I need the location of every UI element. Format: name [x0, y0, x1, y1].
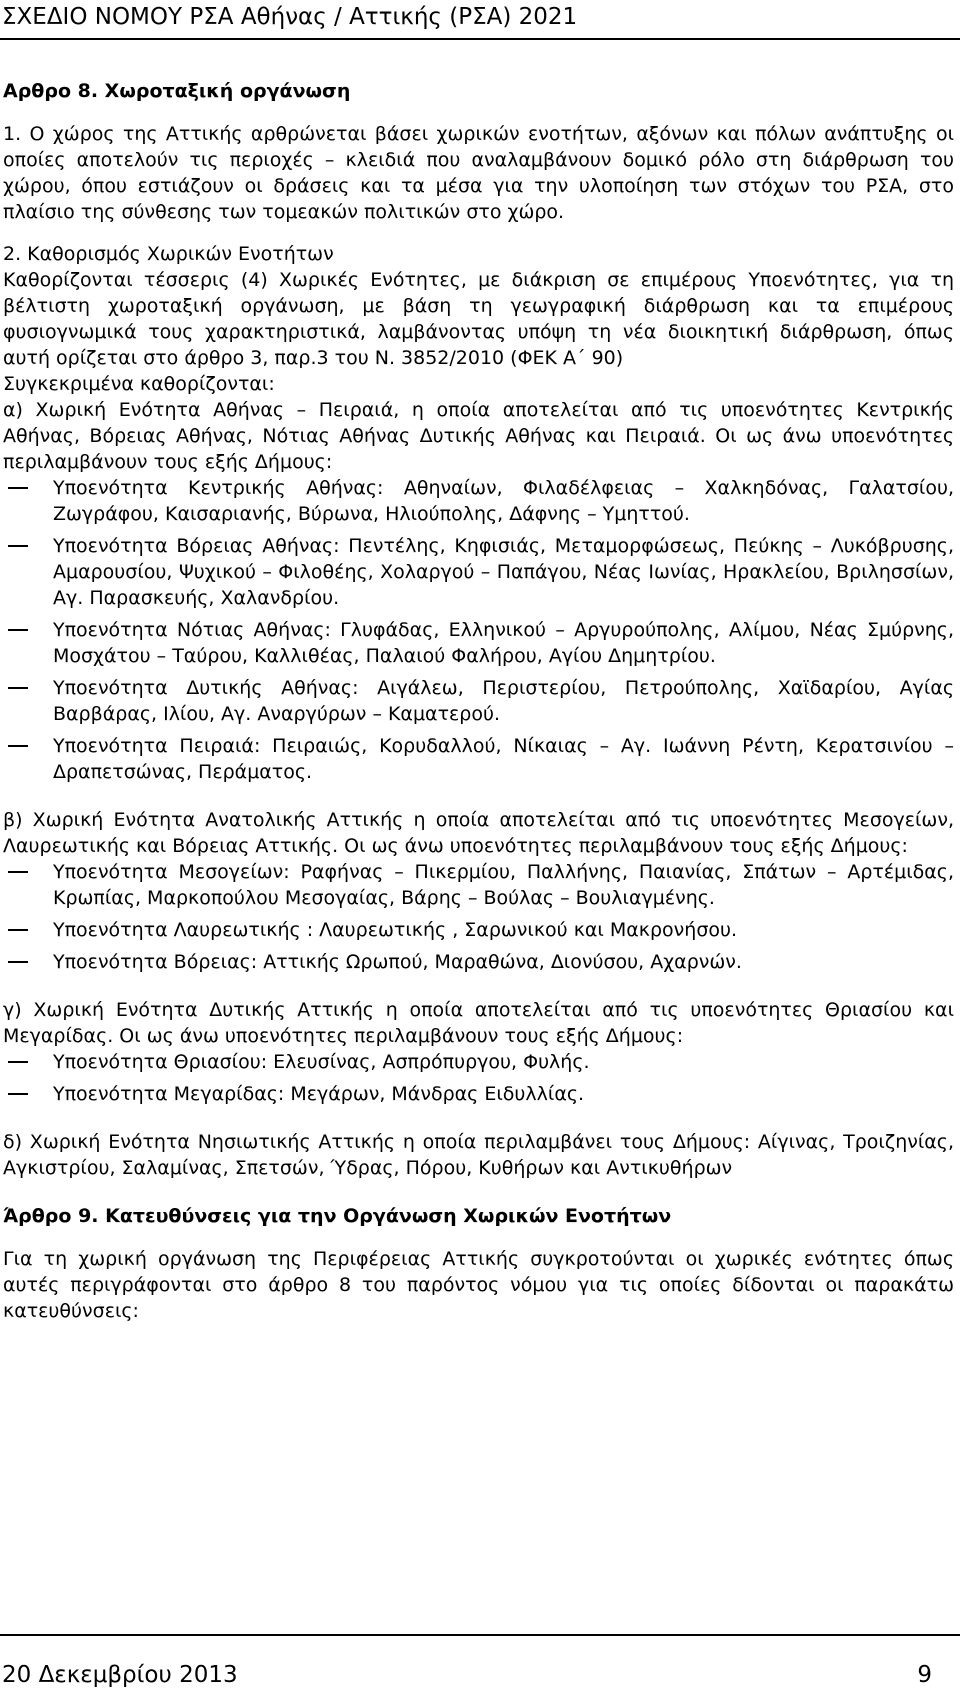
article-8-title: Αρθρο 8. Χωροταξική οργάνωση	[3, 80, 351, 102]
list-item: Υποενότητα Μεγαρίδας: Μεγάρων, Μάνδρας Ειδυλλίας.	[3, 1081, 954, 1107]
section-c-list	[3, 1049, 954, 1107]
dash-bullet-icon	[8, 871, 28, 873]
footer-date: 20 Δεκεμβρίου 2013	[2, 1662, 238, 1688]
article-9-text: Για τη χωρική οργάνωση της Περιφέρειας Αττικής συγκροτούνται οι χωρικές ενότητες όπως αυτές περιγράφονται στο άρθρο 8 του παρόντος νόμου για τις οποίες δίδονται οι παρακάτω κατευθύνσεις:	[3, 1248, 954, 1322]
section-a-intro: α) Χωρική Ενότητα Αθήνας – Πειραιά, η οποία αποτελείται από τις υποενότητες Κεντρικής Αθήνας, Βόρειας Αθήνας, Νότιας Αθήνας Δυτικής Αθήνας και Πειραιά. Οι ως άνω υποενότητες περιλαμβάνουν τους εξής Δήμους:	[3, 399, 954, 473]
dash-bullet-icon	[8, 1093, 28, 1095]
list-item: Υποενότητα Δυτικής Αθήνας: Αιγάλεω, Περιστερίου, Πετρούπολης, Χαϊδαρίου, Αγίας Βαρβάρας, Ιλίου, Αγ. Αναργύρων – Καματερού.	[3, 675, 954, 727]
article-8-paragraph-2-heading: 2. Καθορισμός Χωρικών Ενοτήτων	[3, 243, 334, 265]
specifically-label: Συγκεκριμένα καθορίζονται:	[3, 373, 275, 395]
article-8-paragraph-1: 1. Ο χώρος της Αττικής αρθρώνεται βάσει χωρικών ενοτήτων, αξόνων και πόλων ανάπτυξης οι οποίες αποτελούν τις περιοχές – κλειδιά που αναλαμβάνουν δομικό ρόλο στη διάρθρωση του χώρου, όπου εστιάζουν οι δράσεις και τα μέσα για την υλοποίηση των στόχων του ΡΣΑ, στο πλαίσιο της σύνθεσης των τομεακών πολιτικών στο χώρο.	[3, 123, 954, 223]
footer-divider	[0, 1634, 960, 1636]
list-item: Υποενότητα Βόρειας: Αττικής Ωρωπού, Μαραθώνα, Διονύσου, Αχαρνών.	[3, 949, 954, 975]
dash-bullet-icon	[8, 629, 28, 631]
list-item: Υποενότητα Μεσογείων: Ραφήνας – Πικερμίου, Παλλήνης, Παιανίας, Σπάτων – Αρτέμιδας, Κρωπίας, Μαρκοπούλου Μεσογαίας, Βάρης – Βούλας – Βουλιαγμένης.	[3, 859, 954, 911]
list-item: Υποενότητα Νότιας Αθήνας: Γλυφάδας, Ελληνικού – Αργυρούπολης, Αλίμου, Νέας Σμύρνης, Μοσχάτου – Ταύρου, Καλλιθέας, Παλαιού Φαλήρου, Αγίου Δημητρίου.	[3, 617, 954, 669]
section-a-list	[3, 475, 954, 785]
dash-bullet-icon	[8, 1061, 28, 1063]
article-8-paragraph-2-text: Καθορίζονται τέσσερις (4) Χωρικές Ενότητες, με διάκριση σε επιμέρους Υποενότητες, για τη βέλτιστη χωροταξική οργάνωση, με βάση τη γεωγραφική διάρθρωση και τα επιμέρους φυσιογνωμικά τους χαρακτηριστικά, λαμβάνοντας υπόψη τη νέα διοικητική διάρθρωση, όπως αυτή ορίζεται στο άρθρο 3, παρ.3 του Ν. 3852/2010 (ΦΕΚ Α΄ 90)	[3, 269, 954, 369]
list-item: Υποενότητα Θριασίου: Ελευσίνας, Ασπρόπυργου, Φυλής.	[3, 1049, 954, 1075]
section-c-intro: γ) Χωρική Ενότητα Δυτικής Αττικής η οποία αποτελείται από τις υποενότητες Θριασίου και Μεγαρίδας. Οι ως άνω υποενότητες περιλαμβάνουν τους εξής Δήμους:	[3, 999, 954, 1047]
document-body	[3, 78, 954, 1324]
list-item: Υποενότητα Κεντρικής Αθήνας: Αθηναίων, Φιλαδέλφειας – Χαλκηδόνας, Γαλατσίου, Ζωγράφου, Καισαριανής, Βύρωνα, Ηλιούπολης, Δάφνης – Υμηττού.	[3, 475, 954, 527]
page-number: 9	[917, 1662, 932, 1688]
dash-bullet-icon	[8, 687, 28, 689]
dash-bullet-icon	[8, 929, 28, 931]
dash-bullet-icon	[8, 961, 28, 963]
list-item: Υποενότητα Λαυρεωτικής : Λαυρεωτικής , Σαρωνικού και Μακρονήσου.	[3, 917, 954, 943]
list-item: Υποενότητα Βόρειας Αθήνας: Πεντέλης, Κηφισιάς, Μεταμορφώσεως, Πεύκης – Λυκόβρυσης, Αμαρουσίου, Ψυχικού – Φιλοθέης, Χολαργού – Παπάγου, Νέας Ιωνίας, Ηρακλείου, Βριλησσίων, Αγ. Παρασκευής, Χαλανδρίου.	[3, 533, 954, 611]
header-divider	[0, 38, 960, 40]
article-9-title: Άρθρο 9. Κατευθύνσεις για την Οργάνωση Χωρικών Ενοτήτων	[3, 1205, 672, 1227]
section-d-text: δ) Χωρική Ενότητα Νησιωτικής Αττικής η οποία περιλαμβάνει τους Δήμους: Αίγινας, Τροιζηνίας, Αγκιστρίου, Σαλαμίνας, Σπετσών, Ύδρας, Πόρου, Κυθήρων και Αντικυθήρων	[3, 1131, 954, 1179]
section-b-list	[3, 859, 954, 975]
section-b-intro: β) Χωρική Ενότητα Ανατολικής Αττικής η οποία αποτελείται από τις υποενότητες Μεσογείων, Λαυρεωτικής και Βόρειας Αττικής. Οι ως άνω υποενότητες περιλαμβάνουν τους εξής Δήμους:	[3, 809, 954, 857]
page-header-title: ΣΧΕΔΙΟ ΝΟΜΟΥ ΡΣΑ Αθήνας / Αττικής (ΡΣΑ) 2021	[2, 4, 578, 30]
dash-bullet-icon	[8, 545, 28, 547]
dash-bullet-icon	[8, 745, 28, 747]
list-item: Υποενότητα Πειραιά: Πειραιώς, Κορυδαλλού, Νίκαιας – Αγ. Ιωάννη Ρέντη, Κερατσινίου – Δραπετσώνας, Περάματος.	[3, 733, 954, 785]
dash-bullet-icon	[8, 487, 28, 489]
